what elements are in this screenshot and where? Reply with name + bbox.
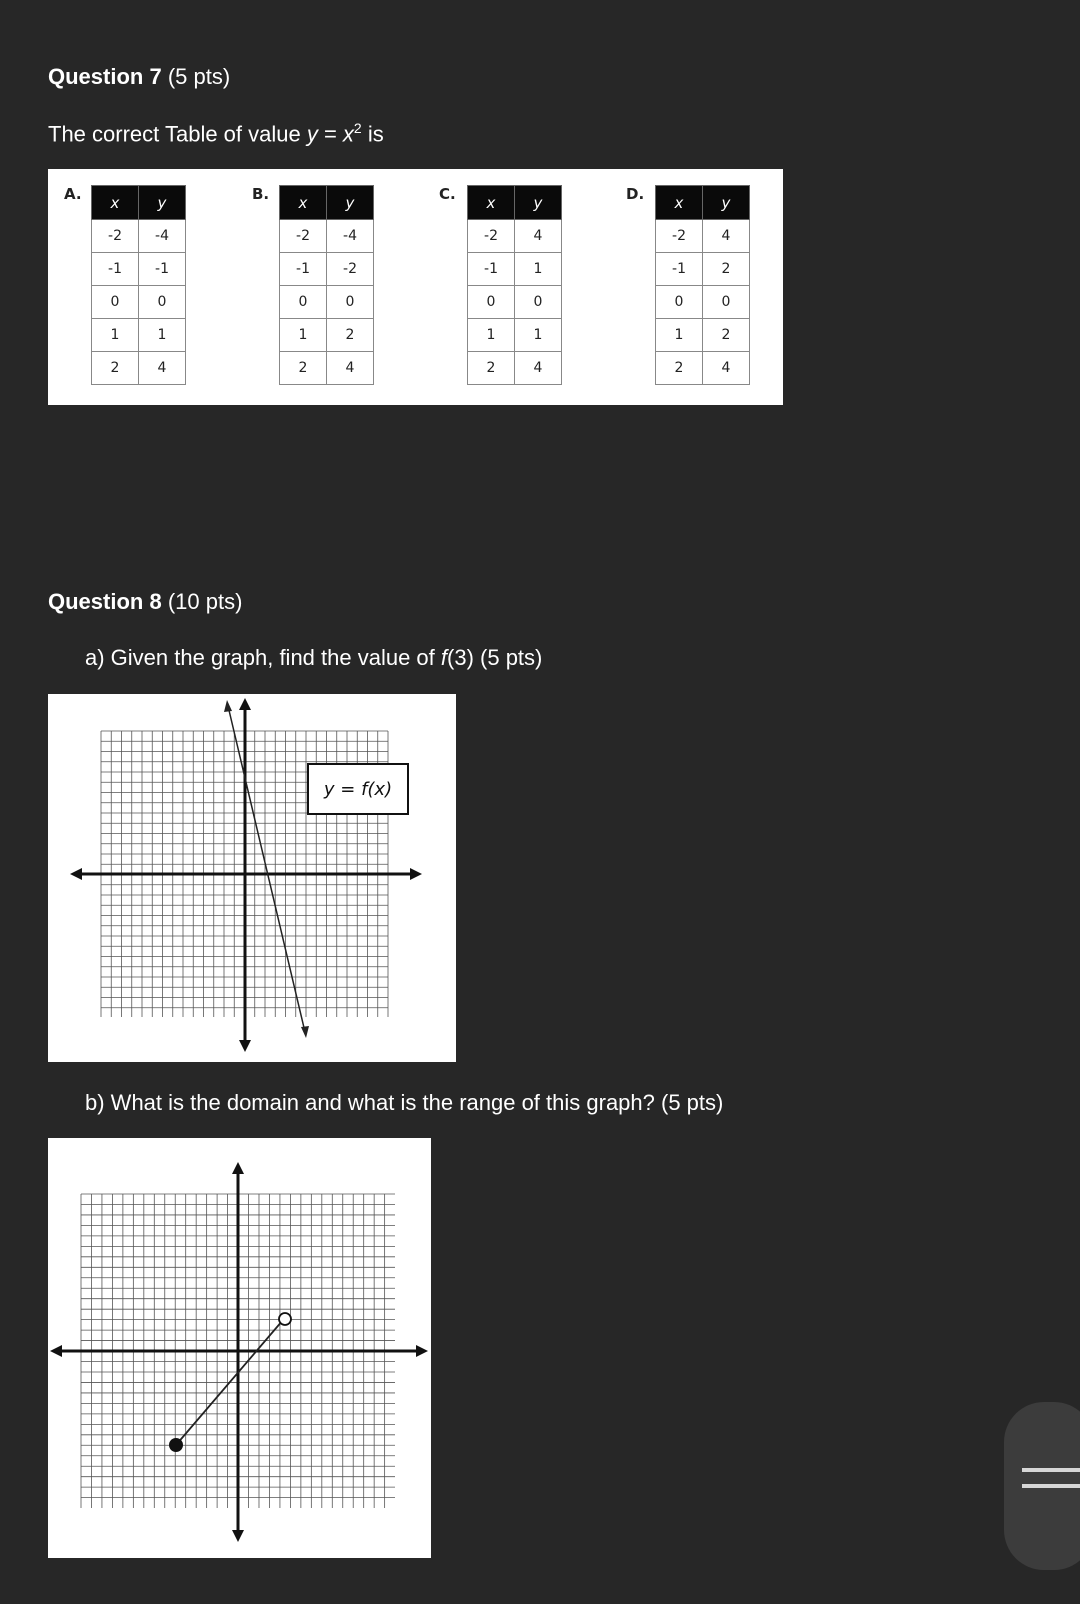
prompt-exponent: 2 [353,120,362,136]
table-row: 1 1 [92,319,186,352]
table-row: -1 2 [656,253,750,286]
answer-options-panel [48,169,783,405]
option-letter: D. [626,185,645,203]
graph-b-grid [50,1162,428,1542]
question-8-points: (10 pts) [167,589,243,614]
option-letter: C. [439,185,456,203]
header-y: y [703,186,750,220]
table-row: 0 0 [92,286,186,319]
header-x: x [280,186,327,220]
table-row: -1 1 [468,253,562,286]
header-y: y [139,186,186,220]
question-8-title: Question 8 [48,589,162,614]
question-7-heading [48,64,230,90]
table-row: 0 0 [280,286,374,319]
part-a-text: a) Given the graph, find the value of [85,645,441,670]
table-row: 1 2 [656,319,750,352]
table-row: -2 4 [656,220,750,253]
part-a-suffix: (3) (5 pts) [447,645,543,670]
table-row: -2 4 [468,220,562,253]
table-row: 2 4 [656,352,750,385]
table-row: -2 -4 [92,220,186,253]
table-row: -2 -4 [280,220,374,253]
table-of-values [655,185,750,385]
prompt-x: x [342,121,354,147]
header-y: y [327,186,374,220]
table-row: -1 -2 [280,253,374,286]
handle-grip-line [1022,1484,1080,1488]
open-endpoint [279,1313,291,1325]
table-row: 2 4 [468,352,562,385]
scroll-handle[interactable] [1004,1402,1080,1570]
handle-grip-line [1022,1468,1080,1472]
header-y: y [515,186,562,220]
graph-a-label-box [308,764,408,814]
line-arrow [224,700,232,712]
question-8-heading [48,589,242,615]
prompt-suffix: is [361,121,384,147]
prompt-text: The correct Table of value [48,121,307,147]
graph-a-label: y = f(x) [323,779,393,800]
line-arrow [301,1026,309,1038]
question-8a-prompt [85,645,542,671]
x-axis-arrow [50,1345,62,1357]
graph-b-image [48,1138,431,1558]
y-axis-arrow [239,1040,251,1052]
table-row: 1 2 [280,319,374,352]
table-of-values [279,185,374,385]
option-letter: B. [252,185,270,203]
question-8b-prompt: b) What is the domain and what is the range of this graph? (5 pts) [85,1090,724,1115]
table-row: 2 4 [92,352,186,385]
table-of-values [467,185,562,385]
question-7-points: (5 pts) [167,64,231,89]
option-letter: A. [64,185,82,203]
part-a-func: f [440,645,448,670]
function-line [228,706,305,1032]
graph-a-image [48,694,456,1062]
x-axis-arrow [410,868,422,880]
header-x: x [92,186,139,220]
graph-a-svg [48,694,456,1062]
table-row: 0 0 [468,286,562,319]
table-row: 0 0 [656,286,750,319]
y-axis-arrow [239,698,251,710]
question-7-title: Question 7 [48,64,162,89]
prompt-y: y [306,121,318,147]
prompt-eq: = [317,121,343,147]
table-row: 2 4 [280,352,374,385]
table-row: -1 -1 [92,253,186,286]
x-axis-arrow [70,868,82,880]
graph-b-svg [48,1138,431,1558]
y-axis-arrow [232,1162,244,1174]
table-row: 1 1 [468,319,562,352]
header-x: x [468,186,515,220]
closed-endpoint [169,1438,183,1452]
table-of-values [91,185,186,385]
header-x: x [656,186,703,220]
question-7-prompt [48,120,384,147]
x-axis-arrow [416,1345,428,1357]
graph-a-grid [70,698,422,1052]
y-axis-arrow [232,1530,244,1542]
